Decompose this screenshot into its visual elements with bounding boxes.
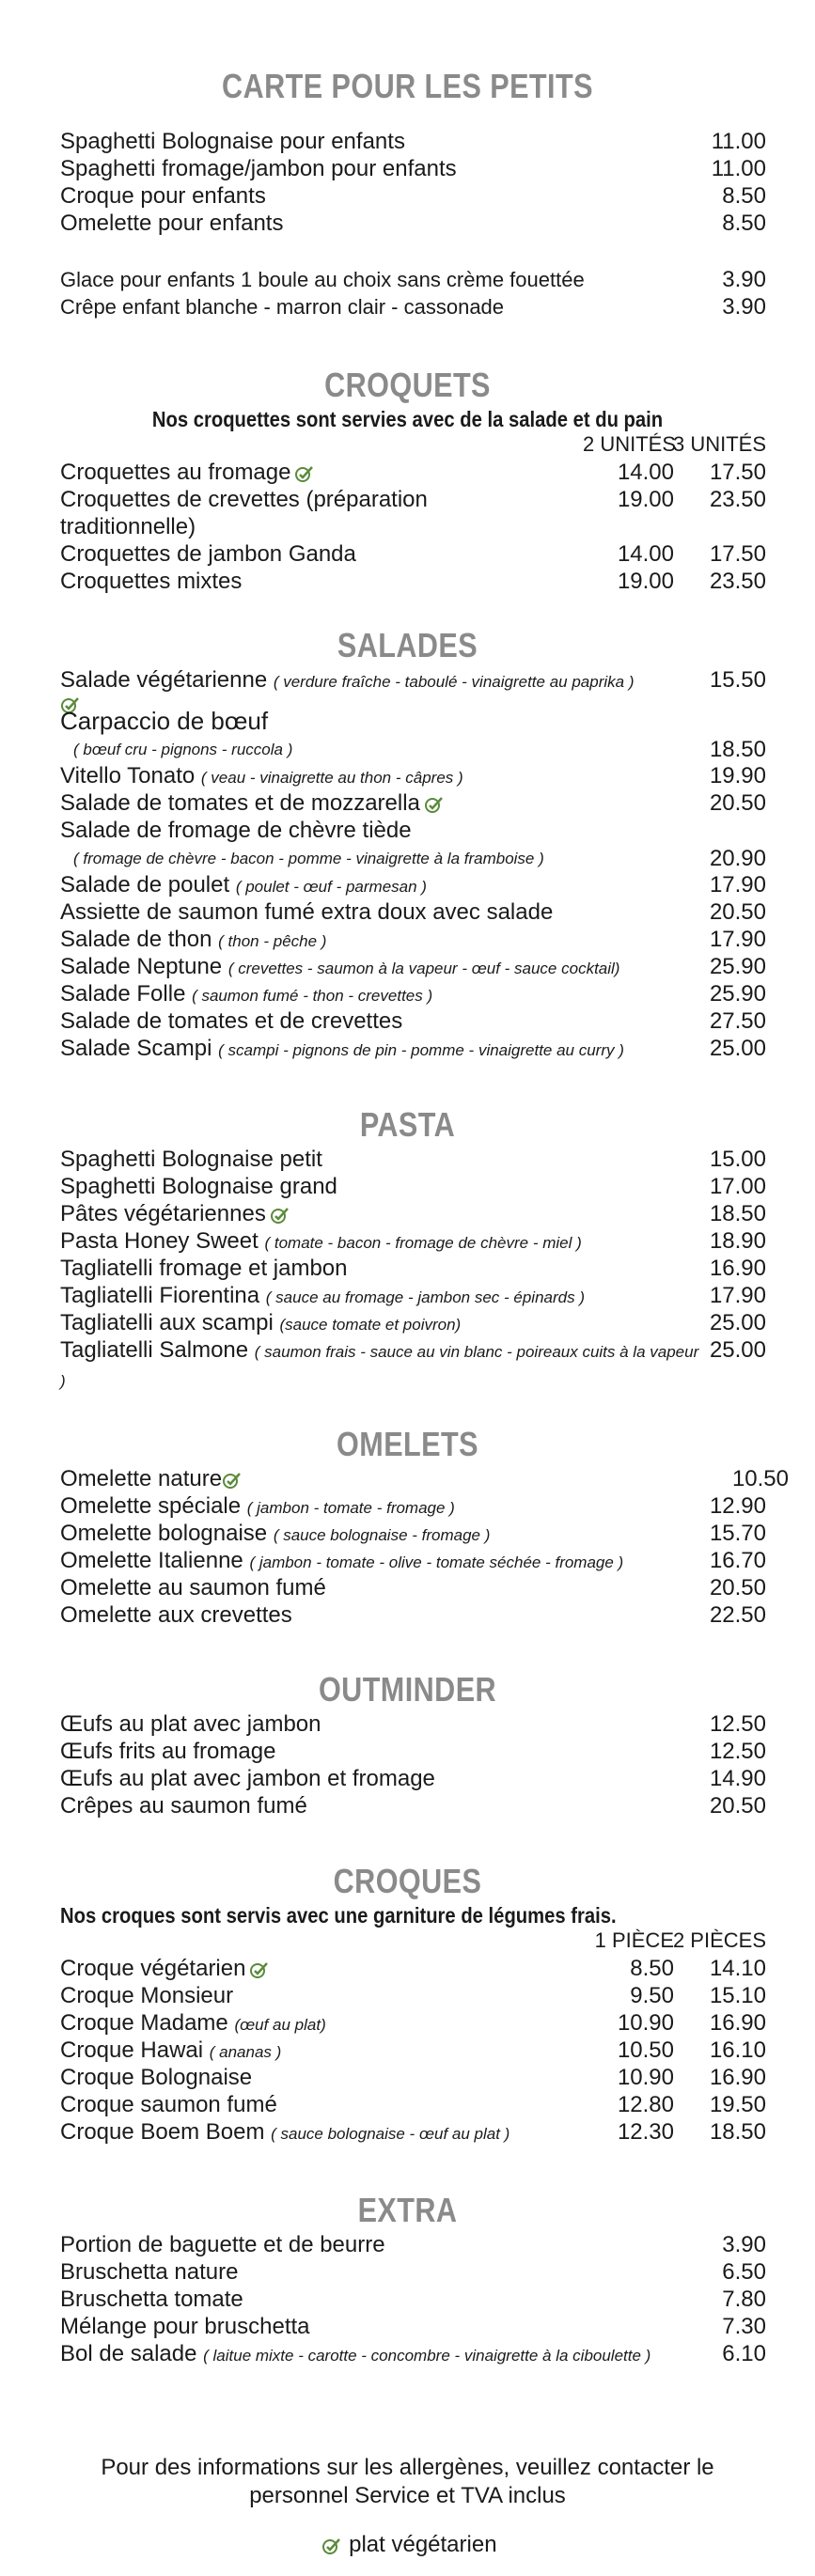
section-title: OUTMINDER — [318, 1670, 497, 1709]
item-price: 20.90 — [709, 846, 766, 871]
item-name: Bruschetta tomate — [60, 2287, 243, 2312]
item-price: 23.50 — [709, 487, 766, 512]
item-name: Croque Monsieur — [60, 1983, 234, 2008]
item-name: Portion de baguette et de beurre — [60, 2232, 385, 2257]
menu-item — [0, 1282, 815, 1309]
item-price: 25.90 — [709, 954, 766, 979]
item-name: Tagliatelli aux scampi — [60, 1310, 274, 1335]
item-price: 25.00 — [709, 1337, 766, 1363]
vegetarian-leaf-icon — [424, 795, 445, 814]
menu-item — [0, 459, 815, 486]
item-price: 25.90 — [709, 981, 766, 1007]
menu-item — [0, 898, 815, 926]
item-price: 20.50 — [709, 1793, 766, 1819]
menu-item — [0, 1465, 815, 1492]
item-price: 6.50 — [722, 2259, 766, 2285]
vegetarian-leaf-icon — [270, 1206, 290, 1225]
item-price: 17.90 — [709, 1283, 766, 1308]
menu-item — [0, 1200, 815, 1227]
item-name: Salade de fromage de chèvre tiède — [60, 818, 412, 843]
item-price: 17.00 — [709, 1174, 766, 1199]
menu-item — [0, 2286, 815, 2313]
item-price: 22.50 — [709, 1602, 766, 1628]
item-price: 20.50 — [709, 790, 766, 816]
item-description: ( crevettes - saumon à la vapeur - œuf - sauce cocktail) — [227, 960, 620, 977]
item-price: 3.90 — [722, 2232, 766, 2257]
item-price: 14.00 — [617, 541, 674, 567]
allergen-notice — [0, 2454, 815, 2510]
vegetarian-leaf-icon — [294, 464, 315, 483]
menu-item — [0, 1547, 815, 1574]
item-price: 19.90 — [709, 763, 766, 788]
item-name: Spaghetti Bolognaise grand — [60, 1174, 337, 1199]
section-title: CARTE POUR LES PETITS — [222, 67, 593, 105]
section-title: SALADES — [337, 626, 478, 664]
section-outminder — [0, 1669, 815, 1819]
item-description: ( veau - vinaigrette au thon - câpres ) — [200, 769, 463, 787]
menu-item — [0, 182, 815, 210]
item-description: ( laitue mixte - carotte - concombre - vinaigrette à la ciboulette ) — [203, 2347, 651, 2365]
item-name: Croque Madame — [60, 2010, 228, 2036]
item-name: Salade Scampi — [60, 1036, 212, 1061]
item-name: Salade de poulet — [60, 872, 230, 898]
item-name: Pasta Honey Sweet — [60, 1228, 259, 1254]
column-header: 2 UNITÉS — [582, 432, 676, 456]
menu-item — [0, 926, 815, 953]
item-name: Tagliatelli Fiorentina — [60, 1283, 260, 1308]
vegetarian-leaf-icon — [222, 1471, 243, 1490]
item-price: 12.50 — [709, 1711, 766, 1737]
item-name: Pâtes végétariennes — [60, 1201, 266, 1226]
item-name: Salade Folle — [60, 981, 186, 1007]
section-extra — [0, 2190, 815, 2367]
item-name: Tagliatelli Salmone — [60, 1337, 249, 1363]
item-price: 10.50 — [617, 2037, 674, 2063]
item-name: Carpaccio de bœuf — [60, 707, 269, 735]
menu-item — [0, 266, 815, 293]
menu-item — [0, 708, 815, 762]
menu-item — [0, 1035, 815, 1062]
allergen-notice-line: Pour des informations sur les allergènes, veuillez contacter le — [101, 2455, 714, 2480]
menu-item — [0, 155, 815, 182]
item-price: 10.50 — [731, 1466, 789, 1491]
item-price: 23.50 — [709, 569, 766, 594]
item-price: 25.00 — [709, 1036, 766, 1061]
item-description: (œuf au plat) — [234, 2016, 326, 2034]
item-price: 3.90 — [722, 294, 766, 320]
item-price: 20.50 — [709, 899, 766, 925]
item-description: ( verdure fraîche - taboulé - vinaigrette au paprika ) — [273, 673, 635, 691]
menu-item — [0, 2009, 815, 2037]
item-price: 27.50 — [709, 1008, 766, 1034]
menu-item — [0, 293, 815, 320]
item-name: Croque Hawai — [60, 2037, 204, 2063]
section-omelets — [0, 1424, 815, 1629]
menu-item — [0, 1601, 815, 1629]
menu-item — [0, 1738, 815, 1765]
item-description: ( poulet - œuf - parmesan ) — [235, 878, 427, 896]
allergen-notice-line: personnel Service et TVA inclus — [249, 2483, 566, 2508]
column-header: 2 PIÈCES — [672, 1928, 766, 1952]
item-price: 18.90 — [709, 1228, 766, 1254]
menu-item — [0, 540, 815, 568]
vegetarian-leaf-icon — [249, 1960, 270, 1979]
item-name: Tagliatelli fromage et jambon — [60, 1256, 348, 1281]
item-price: 15.10 — [709, 1983, 766, 2008]
item-name: Œufs au plat avec jambon — [60, 1711, 321, 1737]
item-name: Œufs frits au fromage — [60, 1739, 276, 1764]
petits-items-2 — [0, 266, 815, 320]
section-title: CROQUES — [333, 1862, 482, 1900]
item-price: 16.90 — [709, 2065, 766, 2090]
item-name: Bol de salade — [60, 2341, 197, 2366]
item-price: 9.50 — [630, 1983, 674, 2008]
item-price: 11.00 — [711, 156, 766, 181]
column-header: 3 UNITÉS — [672, 432, 766, 456]
item-price: 16.90 — [709, 2010, 766, 2036]
item-price: 15.50 — [709, 667, 766, 693]
item-name: Croque saumon fumé — [60, 2092, 277, 2117]
menu-item — [0, 1710, 815, 1738]
item-name: Croquettes au fromage — [60, 460, 291, 485]
item-price: 18.50 — [709, 737, 766, 762]
legend-label: plat végétarien — [349, 2532, 497, 2557]
item-name: Salade végétarienne — [60, 667, 268, 693]
menu-item — [0, 2313, 815, 2340]
section-pasta — [0, 1104, 815, 1391]
item-name: Omelette pour enfants — [60, 211, 284, 236]
item-price: 19.00 — [617, 487, 674, 512]
item-name: Croque Boem Boem — [60, 2119, 265, 2145]
menu-item — [0, 2258, 815, 2286]
item-description: ( saumon frais - sauce au vin blanc - poireaux cuits à la vapeur ) — [60, 1343, 699, 1390]
item-name: Crêpes au saumon fumé — [60, 1793, 307, 1819]
menu-item — [0, 1520, 815, 1547]
item-name: Spaghetti Bolognaise petit — [60, 1147, 322, 1172]
section-subtitle: Nos croques sont servis avec une garniture de légumes frais. — [60, 1903, 617, 1928]
vegetarian-legend — [0, 2532, 815, 2558]
section-title: PASTA — [359, 1105, 456, 1144]
menu-item — [0, 1227, 815, 1255]
menu-item — [0, 2091, 815, 2118]
item-price: 16.70 — [709, 1548, 766, 1573]
item-price: 18.50 — [709, 2119, 766, 2145]
item-description: ( jambon - tomate - fromage ) — [246, 1499, 455, 1517]
item-price: 17.90 — [709, 872, 766, 898]
menu-item — [0, 1309, 815, 1336]
menu-item — [0, 817, 815, 871]
item-description: ( sauce bolognaise - œuf au plat ) — [271, 2125, 510, 2143]
item-price: 12.80 — [617, 2092, 674, 2117]
item-name: Mélange pour bruschetta — [60, 2314, 310, 2339]
item-name: Omelette spéciale — [60, 1493, 242, 1519]
menu-item — [0, 1955, 815, 1982]
item-description: ( fromage de chèvre - bacon - pomme - vinaigrette à la framboise ) — [73, 850, 544, 867]
menu-item — [0, 486, 815, 540]
item-name: Croque végétarien — [60, 1956, 246, 1981]
menu-item — [0, 980, 815, 1007]
column-headers — [0, 1928, 815, 1955]
item-description: ( scampi - pignons de pin - pomme - vinaigrette au curry ) — [218, 1041, 624, 1059]
section-croquets — [0, 365, 815, 595]
item-description: (sauce tomate et poivron) — [279, 1316, 462, 1334]
menu-item — [0, 1574, 815, 1601]
item-price: 19.00 — [617, 569, 674, 594]
item-price: 12.90 — [709, 1493, 766, 1519]
menu-item — [0, 2340, 815, 2367]
item-price: 8.50 — [722, 183, 766, 209]
item-price: 6.10 — [722, 2341, 766, 2366]
menu-item — [0, 1336, 815, 1391]
item-name: Croquettes mixtes — [60, 569, 243, 594]
section-subtitle: Nos croquettes sont servies avec de la salade et du pain — [151, 407, 664, 431]
petits-items — [0, 128, 815, 237]
item-price: 14.00 — [617, 460, 674, 485]
item-price: 18.50 — [709, 1201, 766, 1226]
item-description: ( bœuf cru - pignons - ruccola ) — [73, 741, 293, 758]
menu-item — [0, 762, 815, 789]
item-name: Croque Bolognaise — [60, 2065, 253, 2090]
menu-item — [0, 1492, 815, 1520]
item-price: 15.70 — [709, 1521, 766, 1546]
item-price: 19.50 — [709, 2092, 766, 2117]
item-description: ( thon - pêche ) — [218, 932, 327, 950]
section-title: OMELETS — [337, 1425, 478, 1463]
menu-item — [0, 2231, 815, 2258]
section-croques — [0, 1861, 815, 2146]
item-description: ( saumon fumé - thon - crevettes ) — [192, 987, 433, 1005]
item-name: Vitello Tonato — [60, 763, 196, 788]
item-name: Assiette de saumon fumé extra doux avec salade — [60, 899, 554, 925]
menu-item — [0, 2064, 815, 2091]
item-price: 7.30 — [722, 2314, 766, 2339]
item-price: 14.10 — [709, 1956, 766, 1981]
item-name: Croque pour enfants — [60, 183, 266, 209]
item-price: 14.90 — [709, 1766, 766, 1791]
menu-item — [0, 128, 815, 155]
item-name: Croquettes de jambon Ganda — [60, 541, 356, 567]
item-description: ( sauce au fromage - jambon sec - épinards ) — [265, 1288, 585, 1306]
menu-item — [0, 871, 815, 898]
item-price: 17.50 — [709, 541, 766, 567]
menu-item — [0, 953, 815, 980]
item-price: 11.00 — [711, 129, 766, 154]
item-price: 10.90 — [617, 2010, 674, 2036]
item-name: Omelette aux crevettes — [60, 1602, 292, 1628]
item-price: 16.90 — [709, 1256, 766, 1281]
item-price: 17.50 — [709, 460, 766, 485]
item-price: 12.30 — [617, 2119, 674, 2145]
menu-item — [0, 1146, 815, 1173]
item-name: Omelette au saumon fumé — [60, 1575, 326, 1600]
menu-item — [0, 666, 815, 708]
menu-item — [0, 1792, 815, 1819]
menu-item — [0, 1982, 815, 2009]
menu-item — [0, 789, 815, 817]
item-name: Glace pour enfants 1 boule au choix sans crème fouettée — [60, 268, 585, 291]
menu-item — [0, 1173, 815, 1200]
menu-item — [0, 1007, 815, 1035]
menu-item — [0, 1255, 815, 1282]
section-title: EXTRA — [357, 2191, 458, 2229]
item-name: Œufs au plat avec jambon et fromage — [60, 1766, 435, 1791]
menu-item — [0, 568, 815, 595]
item-price: 7.80 — [722, 2287, 766, 2312]
item-description: ( sauce bolognaise - fromage ) — [273, 1526, 491, 1544]
item-name: Salade de tomates et de mozzarella — [60, 790, 420, 816]
item-name: Omelette nature — [60, 1466, 223, 1491]
item-name: Spaghetti fromage/jambon pour enfants — [60, 156, 457, 181]
vegetarian-leaf-icon — [321, 2537, 342, 2555]
column-header: 1 PIÈCE — [594, 1928, 674, 1952]
item-price: 12.50 — [709, 1739, 766, 1764]
section-petits — [0, 66, 815, 107]
item-description: ( ananas ) — [209, 2043, 282, 2061]
menu-item — [0, 1765, 815, 1792]
item-name: Crêpe enfant blanche - marron clair - cassonade — [60, 295, 505, 319]
item-price: 25.00 — [709, 1310, 766, 1335]
menu-item — [0, 2118, 815, 2146]
item-name: Spaghetti Bolognaise pour enfants — [60, 129, 405, 154]
item-description: ( jambon - tomate - olive - tomate séchée - fromage ) — [249, 1553, 624, 1571]
menu-item — [0, 210, 815, 237]
item-price: 15.00 — [709, 1147, 766, 1172]
item-price: 8.50 — [722, 211, 766, 236]
item-name: Salade de tomates et de crevettes — [60, 1008, 403, 1034]
item-description: ( tomate - bacon - fromage de chèvre - miel ) — [264, 1234, 582, 1252]
item-name: Omelette Italienne — [60, 1548, 243, 1573]
column-headers — [0, 432, 815, 459]
section-salades — [0, 625, 815, 1062]
item-name: Croquettes de crevettes (préparation traditionnelle) — [60, 487, 428, 539]
item-price: 3.90 — [722, 267, 766, 292]
item-name: Salade de thon — [60, 927, 212, 952]
item-price: 8.50 — [630, 1956, 674, 1981]
item-name: Salade Neptune — [60, 954, 223, 979]
menu-item — [0, 2037, 815, 2064]
item-price: 10.90 — [617, 2065, 674, 2090]
item-name: Bruschetta nature — [60, 2259, 239, 2285]
item-name: Omelette bolognaise — [60, 1521, 268, 1546]
item-price: 20.50 — [709, 1575, 766, 1600]
section-title: CROQUETS — [324, 366, 491, 404]
item-price: 16.10 — [709, 2037, 766, 2063]
item-price: 17.90 — [709, 927, 766, 952]
